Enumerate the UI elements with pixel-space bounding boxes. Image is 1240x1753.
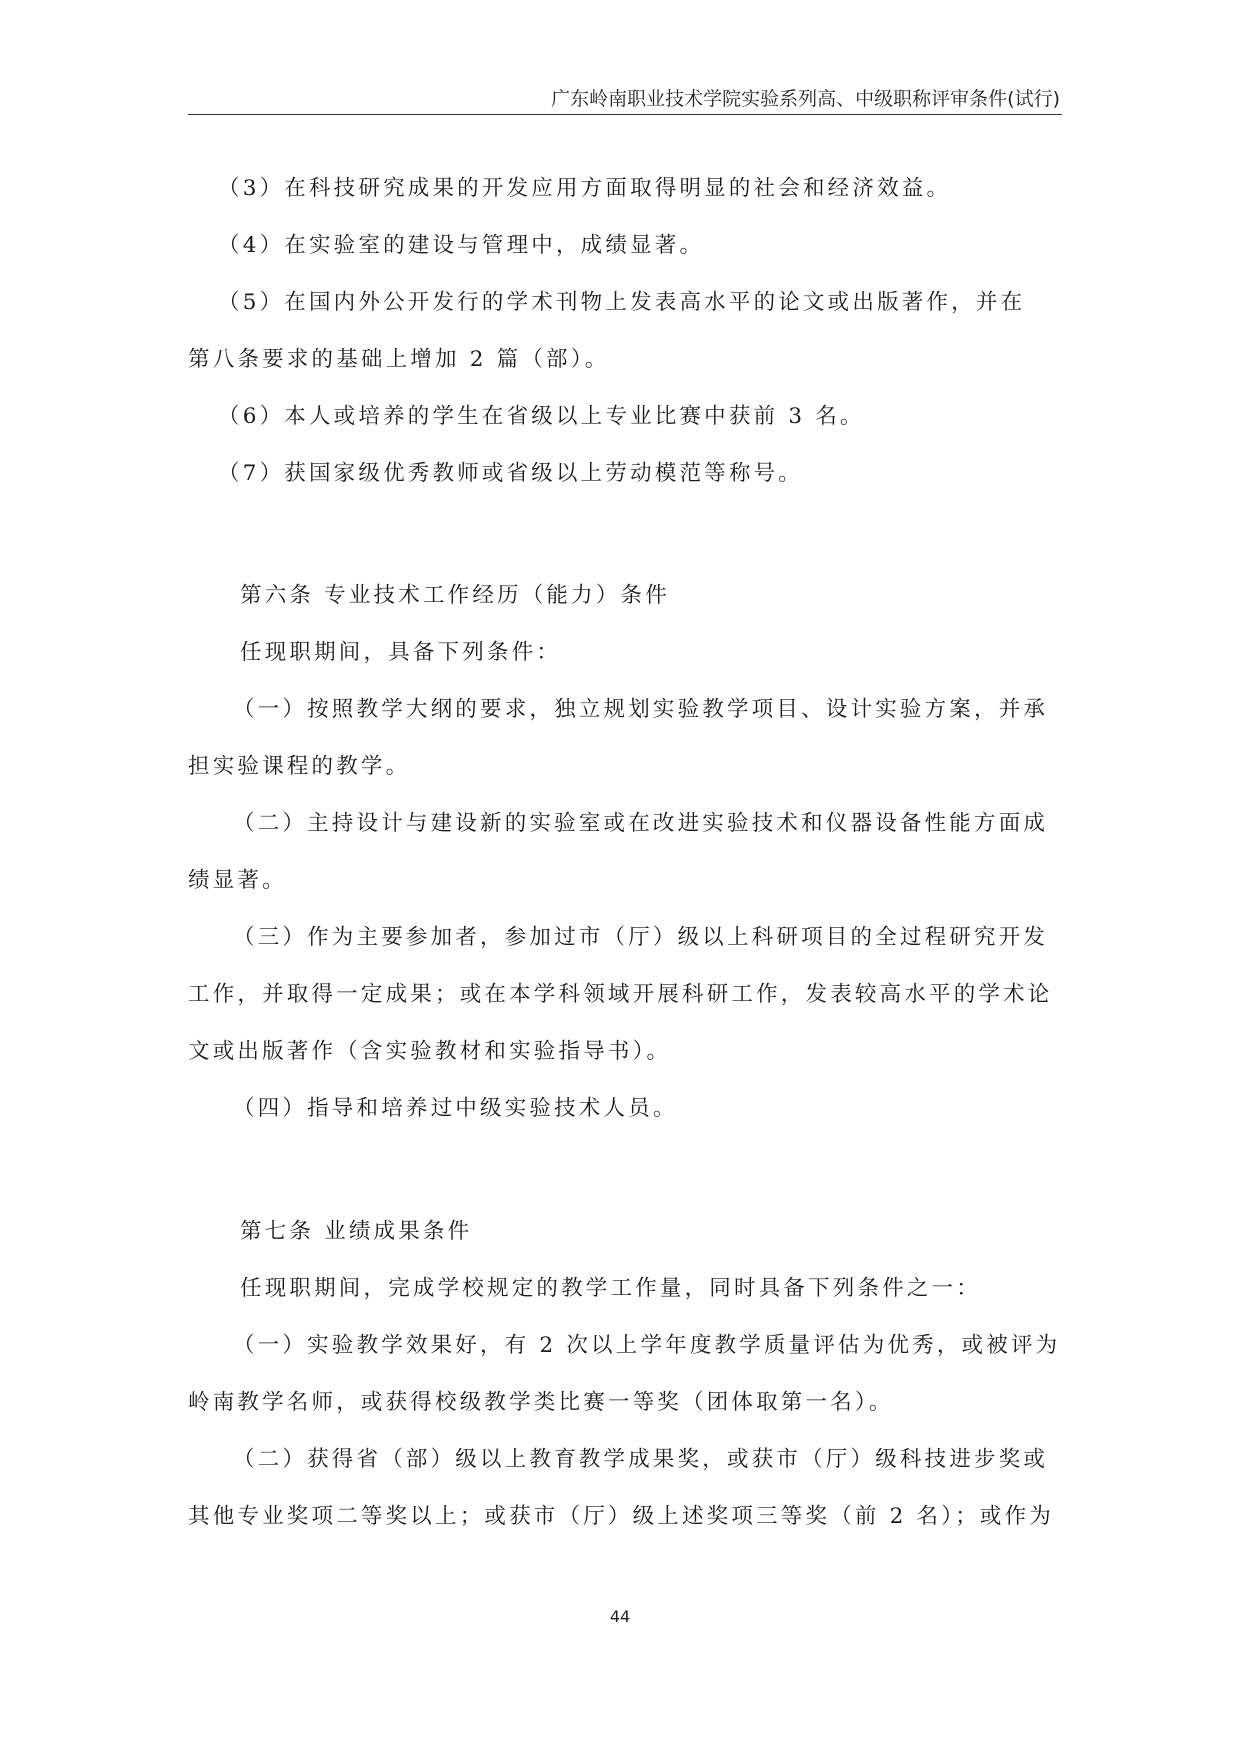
item-4-line: （4）在实验室的建设与管理中，成绩显著。 [218, 233, 705, 258]
article-7-item-1-line-1: （一）实验教学效果好，有 2 次以上学年度教学质量评估为优秀，或被评为 [233, 1333, 1061, 1358]
item-3-line: （3）在科技研究成果的开发应用方面取得明显的社会和经济效益。 [218, 176, 952, 201]
header-divider [188, 114, 1062, 115]
article-6-item-3-line-1: （三）作为主要参加者，参加过市（厅）级以上科研项目的全过程研究开发 [233, 925, 1049, 950]
article-6-intro: 任现职期间，具备下列条件： [240, 640, 562, 665]
page-number: 44 [609, 1607, 631, 1626]
article-7-intro: 任现职期间，完成学校规定的教学工作量，同时具备下列条件之一： [240, 1276, 982, 1301]
header-title: 广东岭南职业技术学院实验系列高、中级职称评审条件(试行) [551, 88, 1060, 110]
article-7-item-2-line-2: 其他专业奖项二等奖以上；或获市（厅）级上述奖项三等奖（前 2 名）；或作为 [188, 1504, 1055, 1529]
article-6-item-3-line-3: 文或出版著作（含实验教材和实验指导书）。 [188, 1039, 672, 1064]
item-7-line: （7）获国家级优秀教师或省级以上劳动模范等称号。 [218, 461, 803, 486]
item-5-line-1: （5）在国内外公开发行的学术刊物上发表高水平的论文或出版著作，并在 [218, 290, 1026, 315]
item-6-line: （6）本人或培养的学生在省级以上专业比赛中获前 3 名。 [218, 404, 865, 429]
article-6-item-3-line-2: 工作，并取得一定成果；或在本学科领域开展科研工作，发表较高水平的学术论 [188, 982, 1053, 1007]
article-6-item-1-line-1: （一）按照教学大纲的要求，独立规划实验教学项目、设计实验方案，并承 [233, 697, 1049, 722]
article-7-item-2-line-1: （二）获得省（部）级以上教育教学成果奖，或获市（厅）级科技进步奖或 [233, 1447, 1049, 1472]
article-6-heading: 第六条 专业技术工作经历（能力）条件 [240, 583, 670, 608]
article-6-item-4-line: （四）指导和培养过中级实验技术人员。 [233, 1096, 678, 1121]
article-6-item-2-line-2: 绩显著。 [188, 868, 287, 893]
article-7-item-1-line-2: 岭南教学名师，或获得校级教学类比赛一等奖（团体取第一名）。 [188, 1390, 894, 1415]
article-7-heading: 第七条 业绩成果条件 [240, 1219, 473, 1244]
item-5-line-2: 第八条要求的基础上增加 2 篇（部）。 [188, 347, 610, 372]
article-6-item-1-line-2: 担实验课程的教学。 [188, 754, 411, 779]
article-6-item-2-line-1: （二）主持设计与建设新的实验室或在改进实验技术和仪器设备性能方面成 [233, 811, 1049, 836]
